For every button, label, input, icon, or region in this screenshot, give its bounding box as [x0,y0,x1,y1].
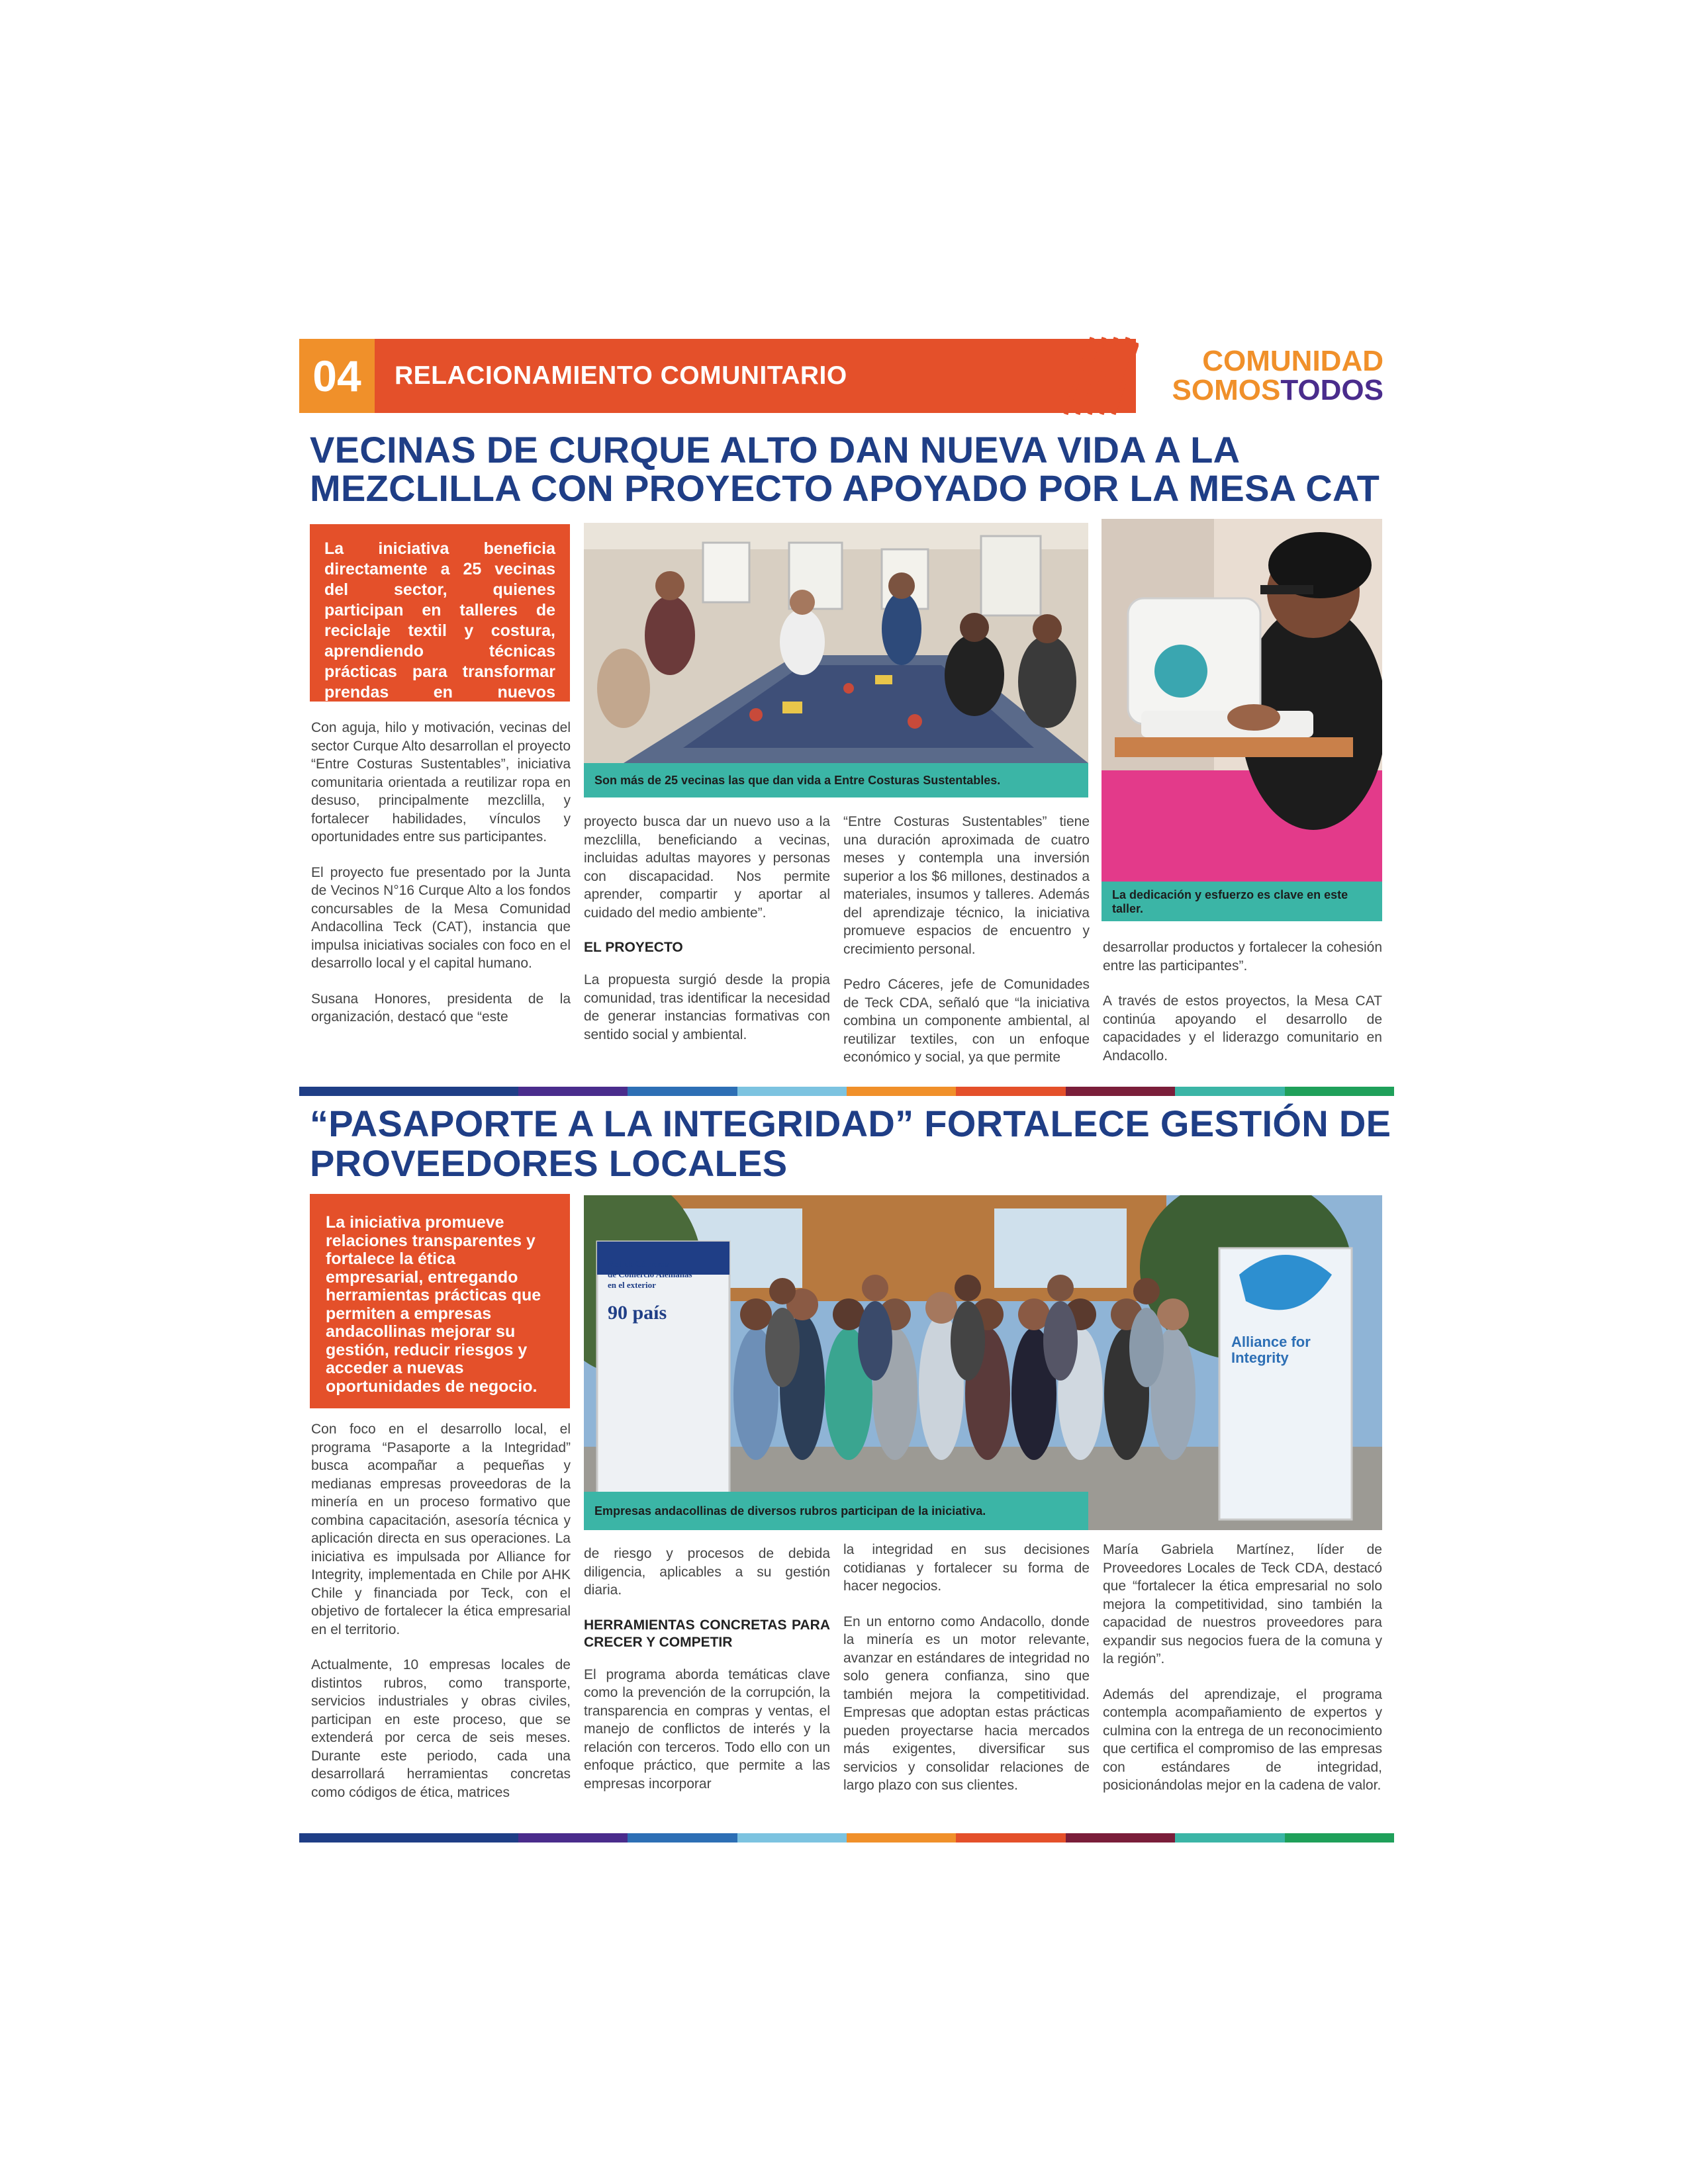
article2-photo-group [584,1195,1382,1530]
article1-headline-line1: VECINAS DE CURQUE ALTO DAN NUEVA VIDA A LA [310,429,1241,471]
banner-left-line1: Red de Cámaras [608,1259,669,1269]
article1-headline-line2: MEZCLILLA CON PROYECTO APOYADO POR LA MESA CAT [310,467,1380,509]
article1-col4-paragraph-2: A través de estos proyectos, la Mesa CAT continúa apoyando el desarrollo de capacidades y el liderazgo comunitario en Andacollo. [1103,993,1382,1064]
article2-col1-paragraph-2: Actualmente, 10 empresas locales de distintos rubros, como transporte, servicios industriales y obras civiles, participan en este proceso, que se extenderá por cerca de seis meses. Durante este periodo, cada una desarrollará herramientas concretas como códigos de ética, matrices [311,1657,571,1800]
page-number: 04 [299,339,375,413]
article2-photo-caption: Empresas andacollinas de diversos rubros participan de la iniciativa. [584,1492,1088,1530]
article1-column-1 [311,719,571,1044]
sewing-image [1102,519,1382,882]
article1-col1-paragraph-1: Con aguja, hilo y motivación, vecinas del sector Curque Alto desarrollan el proyecto “Entre Costuras Sustentables”, iniciativa comunitaria orientada a reutilizar ropa en desuso, principalmente mezclilla, y fortalecer habilidades, vínculos y oportunidades entre sus participantes. [311,720,571,844]
color-divider-1 [299,1087,1394,1096]
article1-col1-paragraph-3: Susana Honores, presidenta de la organización, destacó que “este [311,991,571,1024]
article2-col4-paragraph-1: María Gabriela Martínez, líder de Proveedores Locales de Teck CDA, destacó que “fortalecer la ética empresarial no solo mejora la competitividad, sino también la capacidad de nuestros proveedores para expandir sus negocios fuera de la comuna y la región”. [1103,1542,1382,1666]
article1-col3-paragraph-2: Pedro Cáceres, jefe de Comunidades de Teck CDA, señaló que “la iniciativa combina un componente ambiental, al reutilizar textiles, con un enfoque económico y social, ya que permite [843,977,1090,1065]
section-title: RELACIONAMIENTO COMUNITARIO [395,361,847,390]
article1-lead-box: La iniciativa beneficia directamente a 25 vecinas del sector, quienes participan en talleres de reciclaje textil y costura, aprendiendo técnicas prácticas para transformar prendas en nuevos productos. [310,524,570,702]
banner-right-line1: Alliance for [1231,1334,1311,1350]
article2-col3-paragraph-2: En un entorno como Andacollo, donde la minería es un motor relevante, avanzar en estándares de integridad no solo genera confianza, sino que también mejora la competitividad. Empresas que adoptan estas prácticas pueden proyectarse hacia mercados más exigentes, diversificar sus servicios y consolidar relaciones de largo plazo con sus clientes. [843,1614,1090,1793]
header-stripes-decoration [1039,336,1139,416]
brand-word-somos: SOMOS [1172,374,1281,406]
article2-headline-line2: PROVEEDORES LOCALES [310,1142,788,1184]
article1-column-2 [584,813,830,1061]
article2-col1-paragraph-1: Con foco en el desarrollo local, el programa “Pasaporte a la Integridad” busca acompañar a pequeñas y medianas empresas proveedoras de la minería en un proceso formativo que combina capacitación, asesoría técnica y aplicación directa en sus operaciones. La iniciativa es impulsada por Alliance for Integrity, implementada en Chile por AHK Chile y financiada por Teck, con el objetivo de fortalecer la ética empresarial en el territorio. [311,1422,571,1637]
brand-line-somos-todos [1145,375,1383,406]
article1-col2-paragraph-2: La propuesta surgió desde la propia comunidad, tras identificar la necesidad de generar instancias formativas con sentido social y ambiental. [584,972,830,1042]
color-divider-2 [299,1833,1394,1843]
article2-col2-heading: HERRAMIENTAS CONCRETAS PARA CRECER Y COMPETIR [584,1617,830,1650]
article1-col3-paragraph-1: “Entre Costuras Sustentables” tiene una duración aproximada de cuatro meses y contempla una inversión superior a los $6 millones, destinados a materiales, insumos y talleres. Además del aprendizaje técnico, la iniciativa promueve espacios de encuentro y crecimiento personal. [843,814,1090,957]
article2-column-2 [584,1545,830,1810]
article1-photo-sewing [1102,519,1382,882]
article2-column-1 [311,1420,571,1819]
banner-right-text [1231,1334,1350,1366]
banner-left-big-text: 90 país [608,1302,667,1324]
article2-headline-line1: “PASAPORTE A LA INTEGRIDAD” FORTALECE GESTIÓN DE [310,1103,1391,1144]
article1-photo2-caption: La dedicación y esfuerzo es clave en este taller. [1102,882,1382,921]
article2-column-4 [1103,1541,1382,1812]
article1-photo1-caption: Son más de 25 vecinas las que dan vida a Entre Costuras Sustentables. [584,763,1088,797]
article1-photo-workshop [584,523,1088,763]
article1-col4-paragraph-1: desarrollar productos y fortalecer la cohesión entre las participantes”. [1103,940,1382,974]
article2-column-3 [843,1541,1090,1812]
article1-column-3 [843,813,1090,1084]
banner-left-line2: de Comercio Alemanas [608,1269,692,1279]
article2-col2-paragraph-2: El programa aborda temáticas clave como la prevención de la corrupción, la transparencia en compras y ventas, el manejo de conflictos de interés y la relación con terceros. Todo ello con un enfoque práctico, que permite a las empresas incorporar [584,1666,830,1792]
brand-line-comunidad: COMUNIDAD [1202,345,1383,377]
article2-col4-paragraph-2: Además del aprendizaje, el programa contempla acompañamiento de expertos y culmina con la entrega de un reconocimiento que certifica el compromiso de las empresas con estándares de integridad, posicionándolas mejor en la cadena de valor. [1103,1686,1382,1793]
workshop-image [584,523,1088,763]
article1-column-4 [1103,938,1382,1082]
article2-col2-paragraph-1: de riesgo y procesos de debida diligencia, aplicables a su gestión diaria. [584,1546,830,1598]
banner-right-line2: Integrity [1231,1349,1289,1366]
article1-col1-paragraph-2: El proyecto fue presentado por la Junta de Vecinos N°16 Curque Alto a los fondos concursables de la Mesa Comunidad Andacollina Teck (CAT), instancia que impulsa iniciativas sociales con foco en el desarrollo local y el capital humano. [311,864,571,971]
brand-word-todos: TODOS [1280,374,1383,406]
banner-left-text [608,1259,727,1326]
banner-left-line3: en el exterior [608,1280,656,1290]
article1-col2-heading: EL PROYECTO [584,940,683,955]
article2-col3-paragraph-1: la integridad en sus decisiones cotidianas y fortalecer su forma de hacer negocios. [843,1542,1090,1594]
article1-col2-paragraph-1: proyecto busca dar un nuevo uso a la mezclilla, beneficiando a vecinas, incluidas adultas mayores y personas con discapacidad. Nos permite aprender, compartir y aportar al cuidado del medio ambiente”. [584,814,830,921]
article2-lead-box: La iniciativa promueve relaciones transparentes y fortalece la ética empresarial, entregando herramientas prácticas que permiten a empresas andacollinas mejorar su gestión, reducir riesgos y acceder a nuevas oportunidades de negocio. [310,1194,570,1408]
